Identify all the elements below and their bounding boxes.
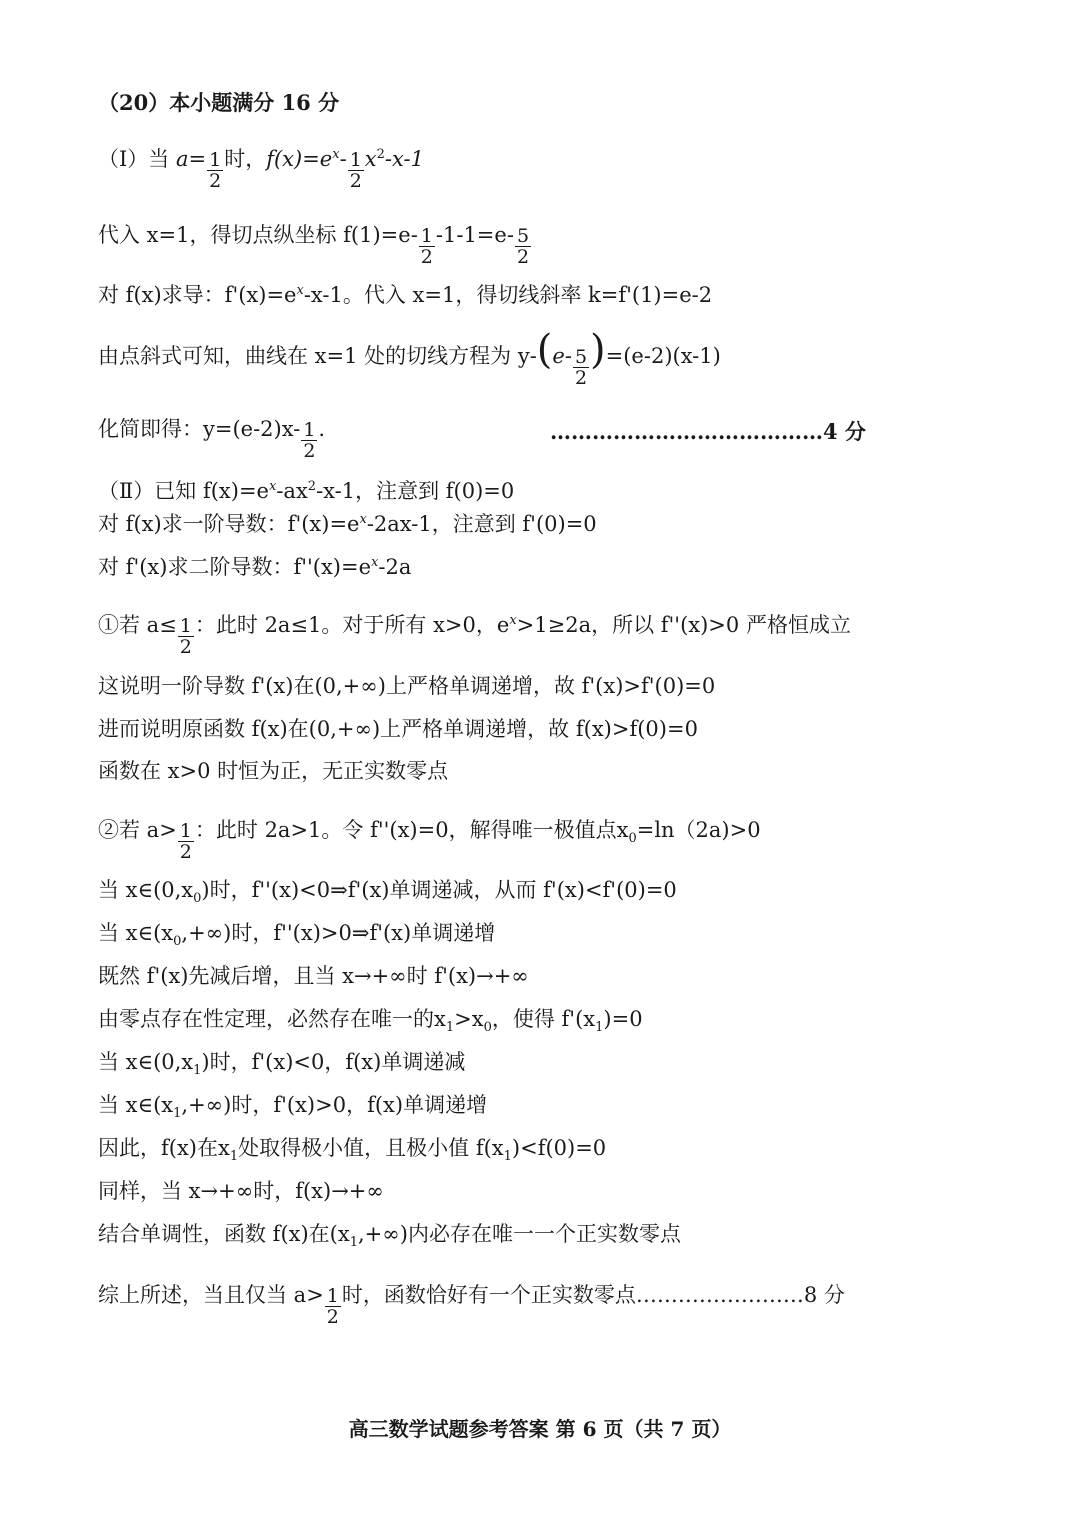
case2-line4: 既然 f'(x)先减后增，且当 x→+∞时 f'(x)→+∞ — [98, 964, 529, 988]
case1-line3: 进而说明原函数 f(x)在(0,+∞)上严格单调递增，故 f(x)>f(0)=0 — [98, 717, 698, 741]
fraction-five-halves: $\frac{5}{2}$ — [516, 225, 530, 268]
part2-first-derivative: 对 f(x)求一阶导数：$f'(x)=e^x-2ax-1$，注意到 f'(0)=0 — [98, 512, 597, 536]
case2-line10: 结合单调性，函数 f(x)在$(x_1,+\infty)$内必存在唯一一个正实数零点 — [98, 1222, 681, 1251]
part1-derivative: 对 f(x)求导：$f'(x)=e^x-x-1$。代入 x=1，得切线斜率 k=f'(1)=e-2 — [98, 283, 713, 307]
problem-header: （20）本小题满分 16 分 — [98, 90, 340, 115]
part1-intro: （Ⅰ）当 a= $\frac{1}{2}$ 时，$f(x)=e^x-$ $\frac{1}{2}$ $x^2-x-1$ — [98, 147, 424, 192]
case2-condition: ②若 a> $\frac{1}{2}$ ：此时 2a>1。令 f''(x)=0，解得唯一极值点$x_0=\ln(2a)>0$ — [98, 818, 761, 863]
case1-line2: 这说明一阶导数 f'(x)在(0,+∞)上严格单调递增，故 f'(x)>f'(0)=0 — [98, 674, 716, 698]
part1-simplify: 化简即得：y=(e-2)x- $\frac{1}{2}$ . — [98, 417, 326, 462]
case2-line9: 同样，当 x→+∞时，f(x)→+∞ — [98, 1179, 384, 1203]
case2-line2: 当 $x\in(0,x_0)$时，f''(x)<0⇒f'(x)单调递减，从而 f'(x)<f'(0)=0 — [98, 878, 677, 907]
case2-line6: 当 $x\in(0,x_1)$时，f'(x)<0，f(x)单调递减 — [98, 1050, 466, 1079]
part1-tangent: 由点斜式可知，曲线在 x=1 处的切线方程为 y-(e- $\frac{5}{2}$ )=(e-2)(x-1) — [98, 327, 721, 389]
case1-condition: ①若 a≤ $\frac{1}{2}$ ：此时 2a≤1。对于所有 x>0，$e^x>1\ge 2a$，所以 f''(x)>0 严格恒成立 — [98, 613, 851, 658]
case2-line8: 因此，f(x)在$x_1$处取得极小值，且极小值 $f(x_1)<f(0)=0$ — [98, 1136, 607, 1165]
case2-line7: 当 $x\in(x_1,+\infty)$时，f'(x)>0，f(x)单调递增 — [98, 1093, 488, 1122]
case1-line4: 函数在 x>0 时恒为正，无正实数零点 — [98, 759, 449, 783]
part1-score: …………………………………4 分 — [550, 419, 866, 444]
part2-known: （Ⅱ）已知 $f(x)=e^x-ax^2-x-1$，注意到 f(0)=0 — [98, 479, 515, 503]
case2-line5: 由零点存在性定理，必然存在唯一的$x_1>x_0$，使得 $f'(x_1)=0$ — [98, 1007, 643, 1036]
case2-line3: 当 $x\in(x_0,+\infty)$时，f''(x)>0⇒f'(x)单调递增 — [98, 921, 496, 950]
part1-substitute: 代入 x=1，得切点纵坐标 f(1)=e- $\frac{1}{2}$ -1-1=e- $\frac{5}{2}$ — [98, 223, 530, 268]
part2-second-derivative: 对 f'(x)求二阶导数：$f''(x)=e^x-2a$ — [98, 555, 412, 579]
fraction-half: $\frac{1}{2}$ — [209, 149, 222, 192]
conclusion: 综上所述，当且仅当 a> $\frac{1}{2}$ 时，函数恰好有一个正实数零点……………………8 分 — [98, 1283, 845, 1328]
page-footer: 高三数学试题参考答案 第 6 页（共 7 页） — [348, 1417, 732, 1441]
